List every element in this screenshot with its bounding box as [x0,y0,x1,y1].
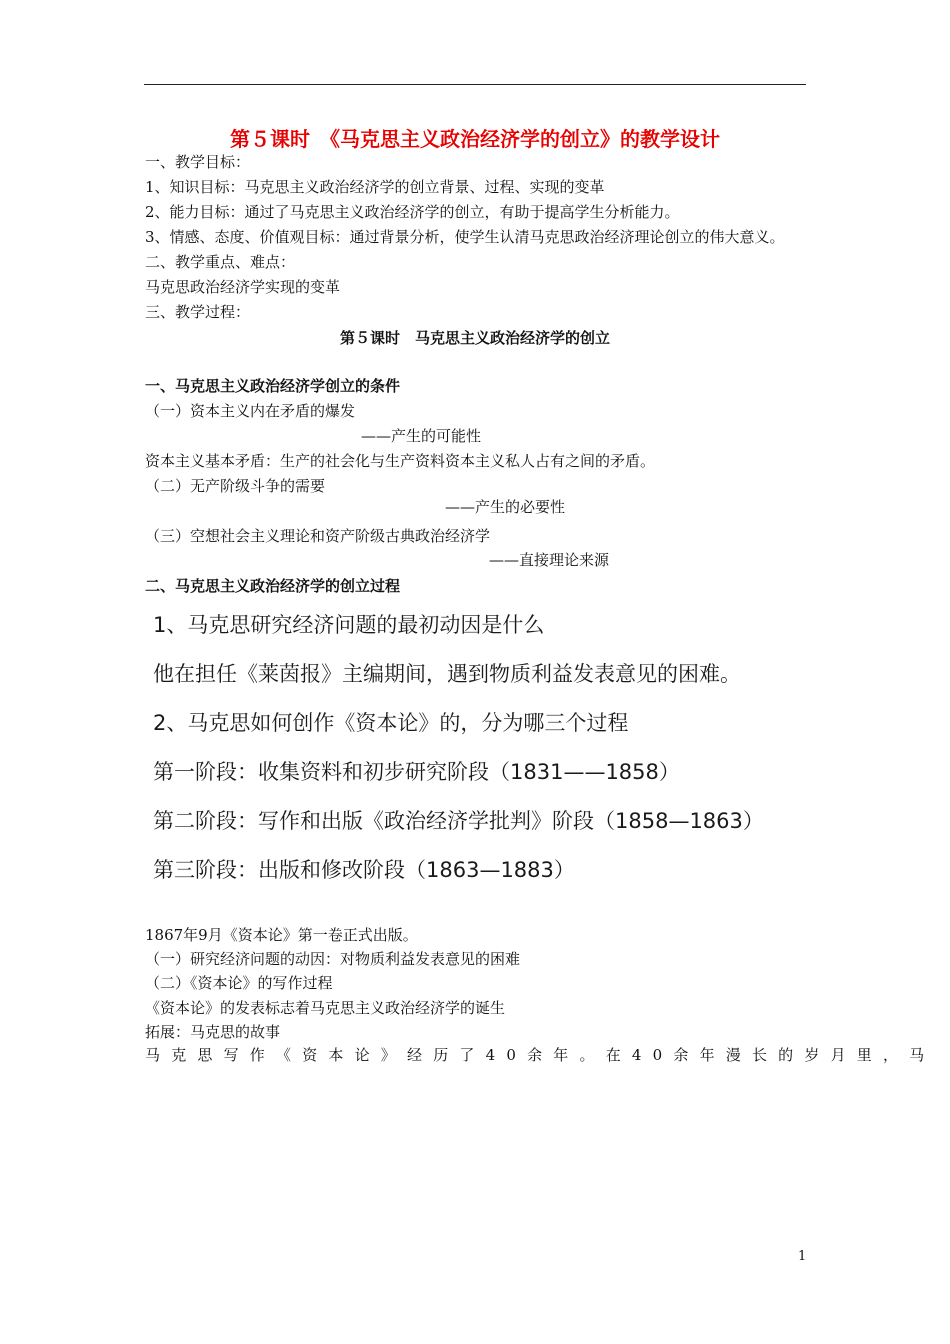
text-line: 一、教学目标： [145,153,251,171]
slide-question-2: 2、马克思如何创作《资本论》的，分为哪三个过程 [153,711,629,735]
text-note: ——产生的必要性 [445,498,566,516]
slide-stage-1: 第一阶段：收集资料和初步研究阶段（1831——1858） [153,760,680,784]
section-heading: 一、马克思主义政治经济学创立的条件 [145,377,401,395]
text-line: 资本主义基本矛盾：生产的社会化与生产资料资本主义私人占有之间的矛盾。 [145,452,656,470]
text-line: （二）《资本论》的写作过程 [145,974,333,992]
text-line: 3、情感、态度、价值观目标：通过背景分析，使学生认清马克思政治经济理论创立的伟大意义。 [145,228,785,246]
text-line: 2、能力目标：通过了马克思主义政治经济学的创立，有助于提高学生分析能力。 [145,203,680,221]
text-line: 拓展：马克思的故事 [145,1023,281,1041]
header-rule [144,84,806,85]
slide-stage-3: 第三阶段：出版和修改阶段（1863—1883） [153,858,575,882]
slide-answer-1: 他在担任《莱茵报》主编期间，遇到物质利益发表意见的困难。 [153,662,741,686]
text-note: ——直接理论来源 [489,551,610,569]
document-title: 第５课时 《马克思主义政治经济学的创立》的教学设计 [230,127,720,151]
text-line: 1、知识目标：马克思主义政治经济学的创立背景、过程、实现的变革 [145,178,605,196]
slide-question-1: 1、马克思研究经济问题的最初动因是什么 [153,613,545,637]
page-number: 1 [798,1249,807,1264]
text-line: 三、教学过程： [145,303,251,321]
text-line: 二、教学重点、难点： [145,253,296,271]
text-line: （二）无产阶级斗争的需要 [145,477,326,495]
text-line: 《资本论》的发表标志着马克思主义政治经济学的诞生 [145,999,506,1017]
text-line: 马克思写作《资本论》经历了40余年。在40余年漫长的岁月里，马 [145,1046,936,1064]
text-line: 马克思政治经济学实现的变革 [145,278,341,296]
text-line: 1867年9月《资本论》第一卷正式出版。 [145,926,418,944]
text-line: （一）研究经济问题的动因：对物质利益发表意见的困难 [145,950,521,968]
slide-stage-2: 第二阶段：写作和出版《政治经济学批判》阶段（1858—1863） [153,809,764,833]
section-heading: 二、马克思主义政治经济学的创立过程 [145,577,401,595]
text-line: （三）空想社会主义理论和资产阶级古典政治经济学 [145,527,491,545]
lesson-subtitle: 第５课时 马克思主义政治经济学的创立 [339,329,610,347]
text-line: （一）资本主义内在矛盾的爆发 [145,402,356,420]
text-note: ——产生的可能性 [361,427,482,445]
